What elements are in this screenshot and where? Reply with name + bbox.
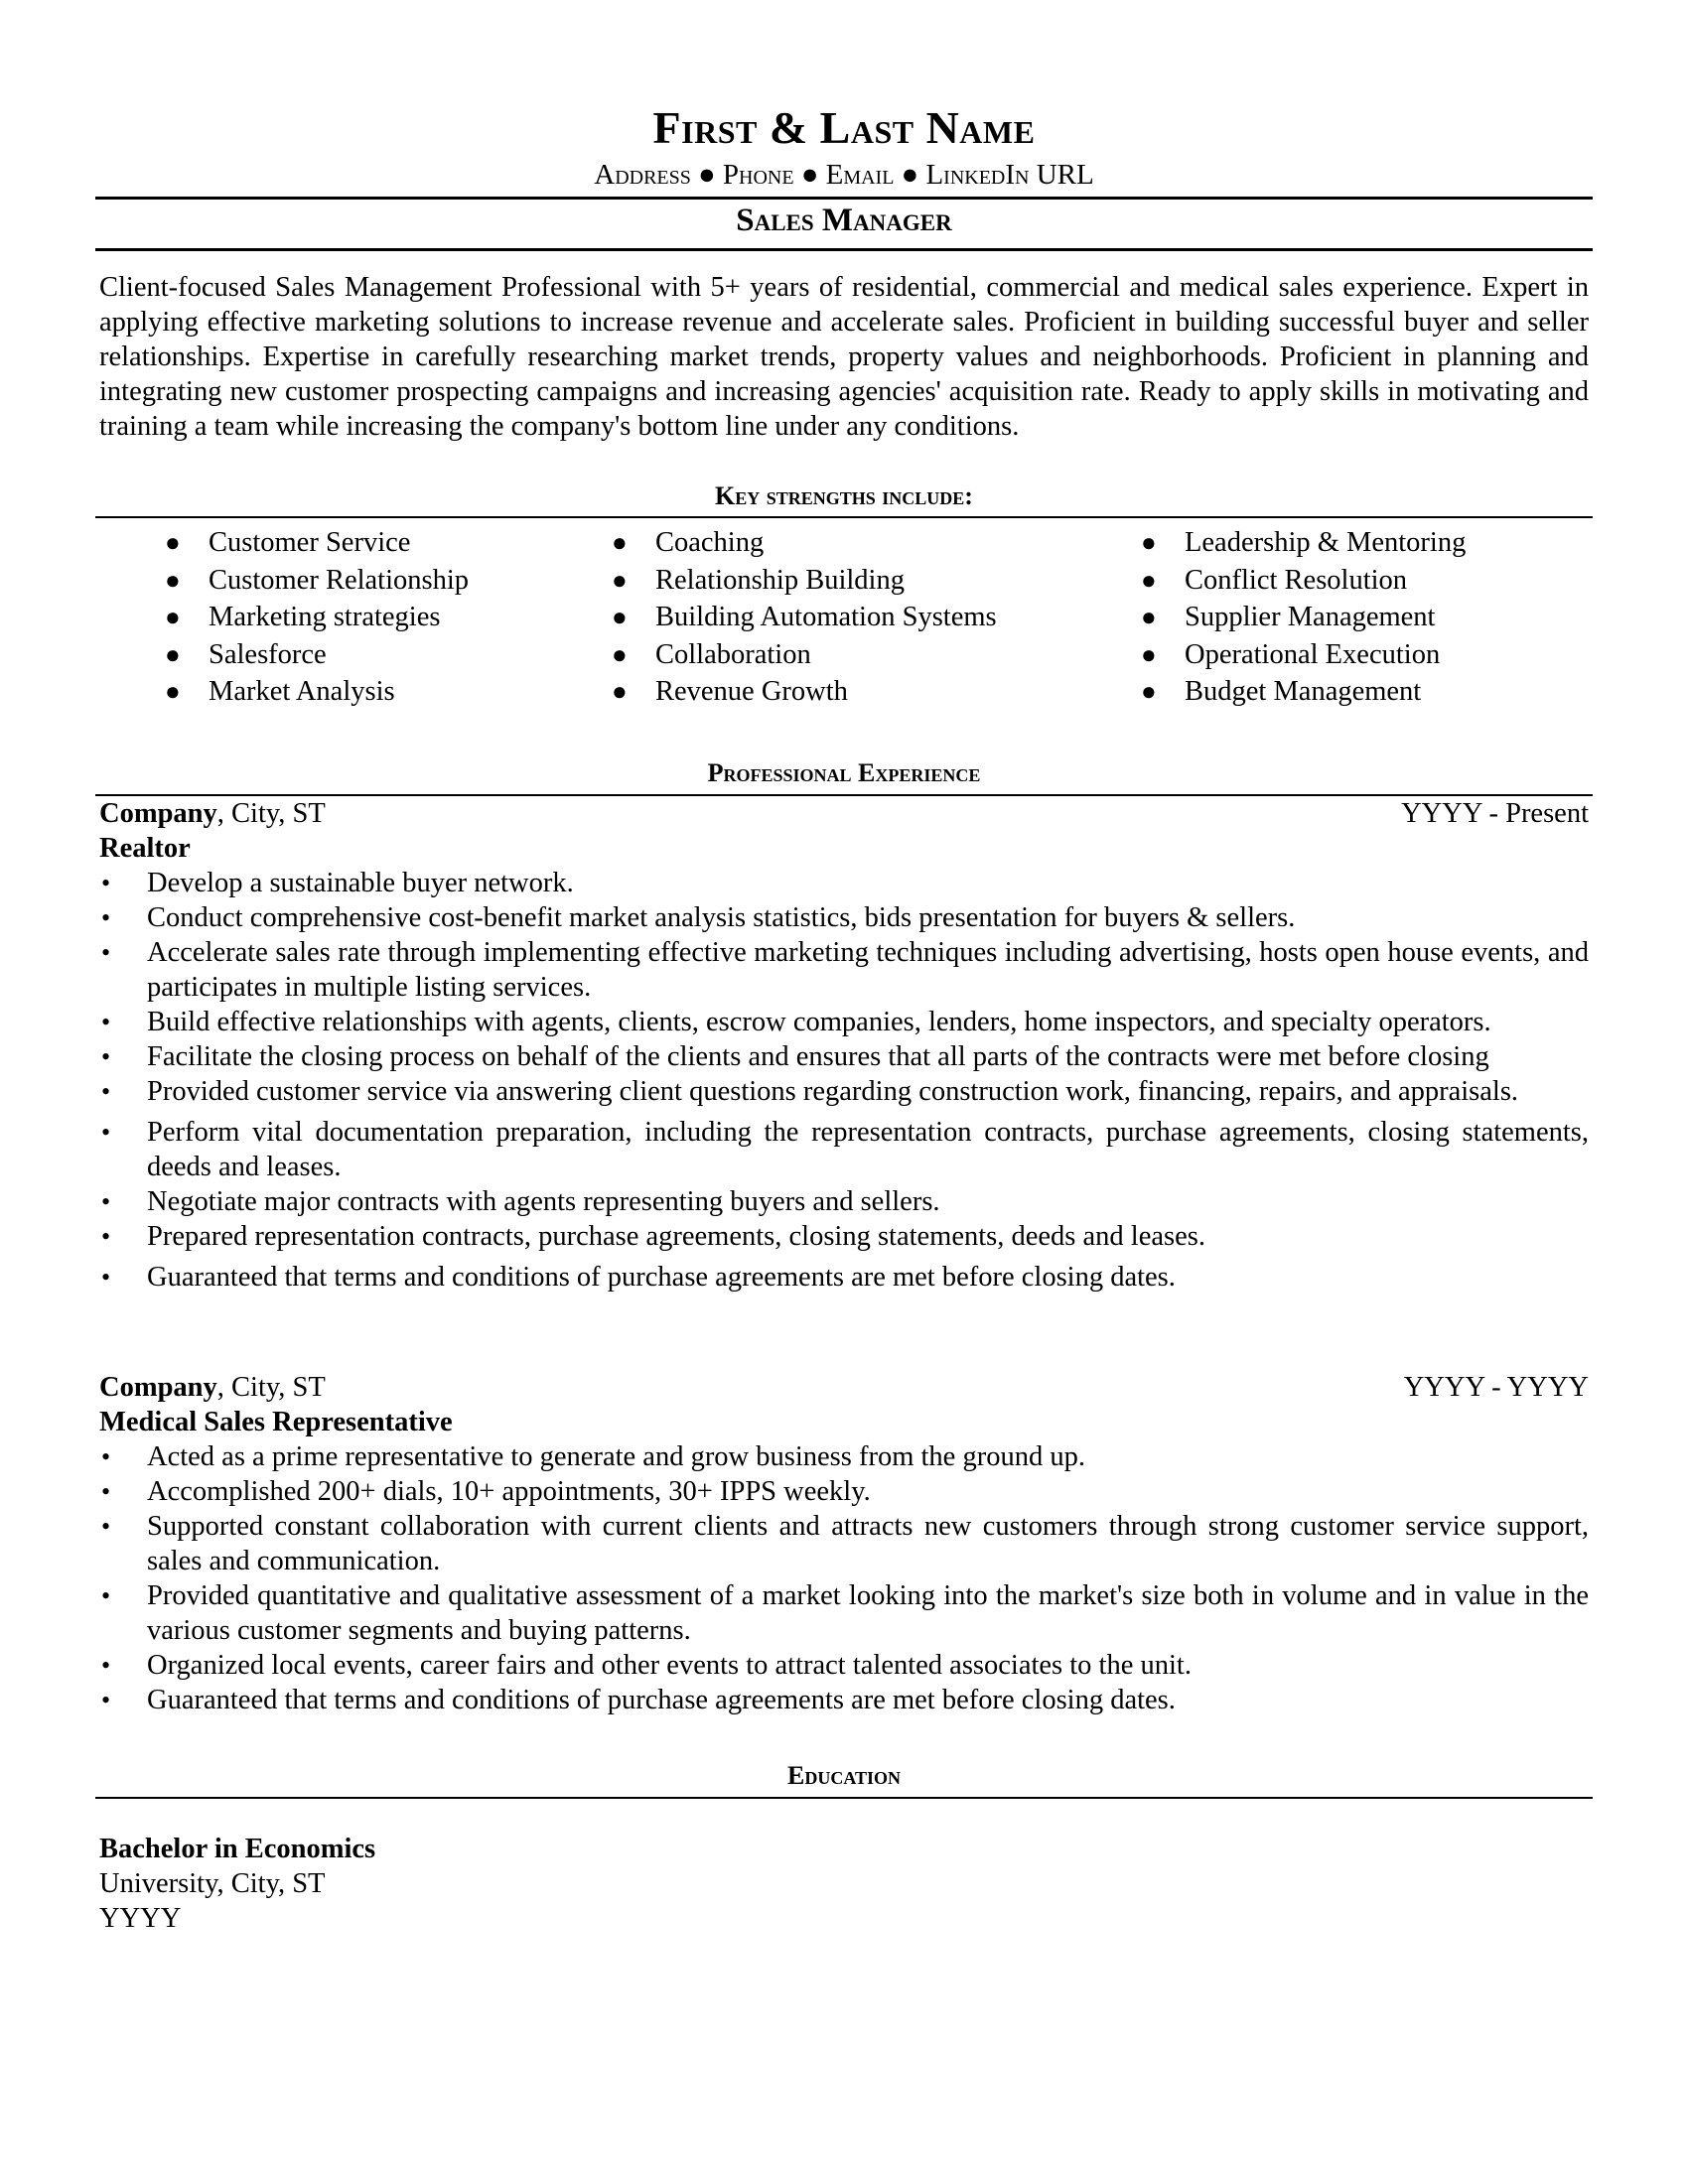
professional-summary: Client-focused Sales Management Professional with 5+ years of residential, commercial and medical sales experience. Expert in applying effective marketing solutions to increase revenue and accelerate sales. Proficient in building successful buyer and seller relationships. Expertise in carefully researching market trends, property values and neighborhoods. Proficient in planning and integrating new customer prospecting campaigns and increasing agencies' acquisition rate. Ready to apply skills in motivating and training a team while increasing the company's bottom line under any conditions. <box>99 272 1589 442</box>
list-item: ● Revenue Growth <box>608 673 997 711</box>
header-rule-top <box>95 197 1593 200</box>
bullet-icon: ● <box>1141 677 1157 706</box>
bullet-icon: • <box>101 1118 111 1147</box>
bullet-icon: • <box>101 1222 111 1251</box>
list-item: • Build effective relationships with agents, clients, escrow companies, lenders, home inspectors, and specialty operators. <box>101 1007 1491 1037</box>
bullet-icon: • <box>101 1077 111 1106</box>
company-location: , City, ST <box>216 798 326 829</box>
job-dates: YYYY - YYYY <box>1403 1372 1589 1403</box>
list-item: ● Market Analysis <box>161 673 469 711</box>
strengths-column-2 <box>608 524 997 711</box>
job-title: Medical Sales Representative <box>99 1407 453 1437</box>
list-item: ● Budget Management <box>1137 673 1466 711</box>
list-item: • Guaranteed that terms and conditions of purchase agreements are met before closing dates. <box>101 1262 1176 1293</box>
bullet-icon: • <box>101 1477 111 1506</box>
job-header-1 <box>99 796 1589 866</box>
bullet-icon: ● <box>612 677 628 706</box>
company-name: Company <box>99 798 217 829</box>
education-rule <box>95 1797 1593 1799</box>
bullet-icon: ● <box>612 639 628 669</box>
company-name: Company <box>99 1372 217 1403</box>
list-item: • Negotiate major contracts with agents representing buyers and sellers. <box>101 1186 940 1217</box>
list-item: ● Customer Service <box>161 524 469 562</box>
list-item: • Acted as a prime representative to generate and grow business from the ground up. <box>101 1441 1085 1472</box>
bullet-icon: ● <box>165 565 181 595</box>
list-item: ● Marketing strategies <box>161 599 469 636</box>
list-item: • Conduct comprehensive cost-benefit market analysis statistics, bids presentation for buyers & sellers. <box>101 902 1296 933</box>
education-heading: Education <box>786 1761 901 1790</box>
bullet-icon: ● <box>612 603 628 631</box>
list-item: ● Conflict Resolution <box>1137 562 1466 600</box>
bullet-icon: • <box>101 869 111 897</box>
job-dates: YYYY - Present <box>1401 798 1589 829</box>
education-entry <box>99 1832 375 1936</box>
job-title: Realtor <box>99 833 191 864</box>
contact-line: Address ● Phone ● Email ● LinkedIn URL <box>594 159 1094 191</box>
job-bullets-2 <box>99 1439 1589 1717</box>
list-item: • Accomplished 200+ dials, 10+ appointments, 30+ IPPS weekly. <box>101 1476 871 1507</box>
list-item: • Facilitate the closing process on behalf of the clients and ensures that all parts of the contracts were met before closing <box>101 1041 1489 1072</box>
bullet-icon: • <box>101 1512 111 1541</box>
bullet-icon: ● <box>165 677 181 706</box>
strengths-column-3 <box>1137 524 1466 711</box>
strengths-rule <box>95 516 1593 518</box>
bullet-icon: ● <box>165 603 181 631</box>
bullet-icon: • <box>101 1187 111 1216</box>
bullet-icon: • <box>101 1442 111 1471</box>
bullet-icon: • <box>101 1686 111 1714</box>
bullet-icon: • <box>101 938 111 967</box>
strengths-column-1 <box>161 524 469 711</box>
list-item: ● Supplier Management <box>1137 599 1466 636</box>
bullet-icon: • <box>101 1008 111 1036</box>
list-item: • Guaranteed that terms and conditions of purchase agreements are met before closing dates. <box>101 1685 1176 1715</box>
candidate-name: First & Last Name <box>652 102 1036 153</box>
list-item: • Supported constant collaboration with current clients and attracts new customers through strong customer service support, sales and communication. <box>101 1511 1589 1576</box>
degree: Bachelor in Economics <box>99 1834 376 1864</box>
bullet-icon: ● <box>1141 528 1157 557</box>
job-company-line <box>99 796 1589 831</box>
experience-heading: Professional Experience <box>707 758 981 787</box>
list-item: ● Collaboration <box>608 636 997 674</box>
list-item: • Organized local events, career fairs and other events to attract talented associates to the unit. <box>101 1650 1192 1681</box>
list-item: ● Coaching <box>608 524 997 562</box>
list-item: ● Building Automation Systems <box>608 599 997 636</box>
bullet-icon: • <box>101 1581 111 1610</box>
list-item: • Provided quantitative and qualitative assessment of a market looking into the market's size both in volume and in value in the various customer segments and buying patterns. <box>101 1580 1589 1646</box>
bullet-icon: ● <box>612 565 628 595</box>
list-item: • Provided customer service via answering client questions regarding construction work, financing, repairs, and appraisals. <box>101 1076 1519 1107</box>
bullet-icon: • <box>101 1651 111 1680</box>
bullet-icon: ● <box>1141 603 1157 631</box>
list-item: • Perform vital documentation preparation, including the representation contracts, purchase agreements, closing statements, deeds and leases. <box>101 1117 1589 1182</box>
bullet-icon: ● <box>1141 639 1157 669</box>
list-item: • Develop a sustainable buyer network. <box>101 868 574 898</box>
key-strengths <box>95 524 1593 723</box>
bullet-icon: • <box>101 903 111 932</box>
bullet-icon: ● <box>165 639 181 669</box>
bullet-icon: ● <box>165 528 181 557</box>
list-item: • Prepared representation contracts, purchase agreements, closing statements, deeds and leases. <box>101 1221 1205 1252</box>
header-rule-bottom <box>95 248 1593 251</box>
bullet-icon: • <box>101 1042 111 1071</box>
school: University, City, ST <box>99 1868 326 1899</box>
list-item: • Accelerate sales rate through implementing effective marketing techniques including advertising, hosts open house events, and participates in multiple listing services. <box>101 937 1589 1003</box>
job-target-title: Sales Manager <box>736 203 952 238</box>
bullet-icon: • <box>101 1263 111 1292</box>
strengths-heading: Key strengths include: <box>715 481 973 510</box>
job-company-line <box>99 1370 1589 1405</box>
job-bullets-1 <box>99 866 1589 1295</box>
list-item: ● Relationship Building <box>608 562 997 600</box>
list-item: ● Leadership & Mentoring <box>1137 524 1466 562</box>
bullet-icon: ● <box>1141 565 1157 595</box>
list-item: ● Customer Relationship <box>161 562 469 600</box>
job-header-2 <box>99 1370 1589 1439</box>
list-item: ● Operational Execution <box>1137 636 1466 674</box>
company-location: , City, ST <box>216 1372 326 1403</box>
bullet-icon: ● <box>612 528 628 557</box>
list-item: ● Salesforce <box>161 636 469 674</box>
graduation-year: YYYY <box>99 1903 182 1934</box>
